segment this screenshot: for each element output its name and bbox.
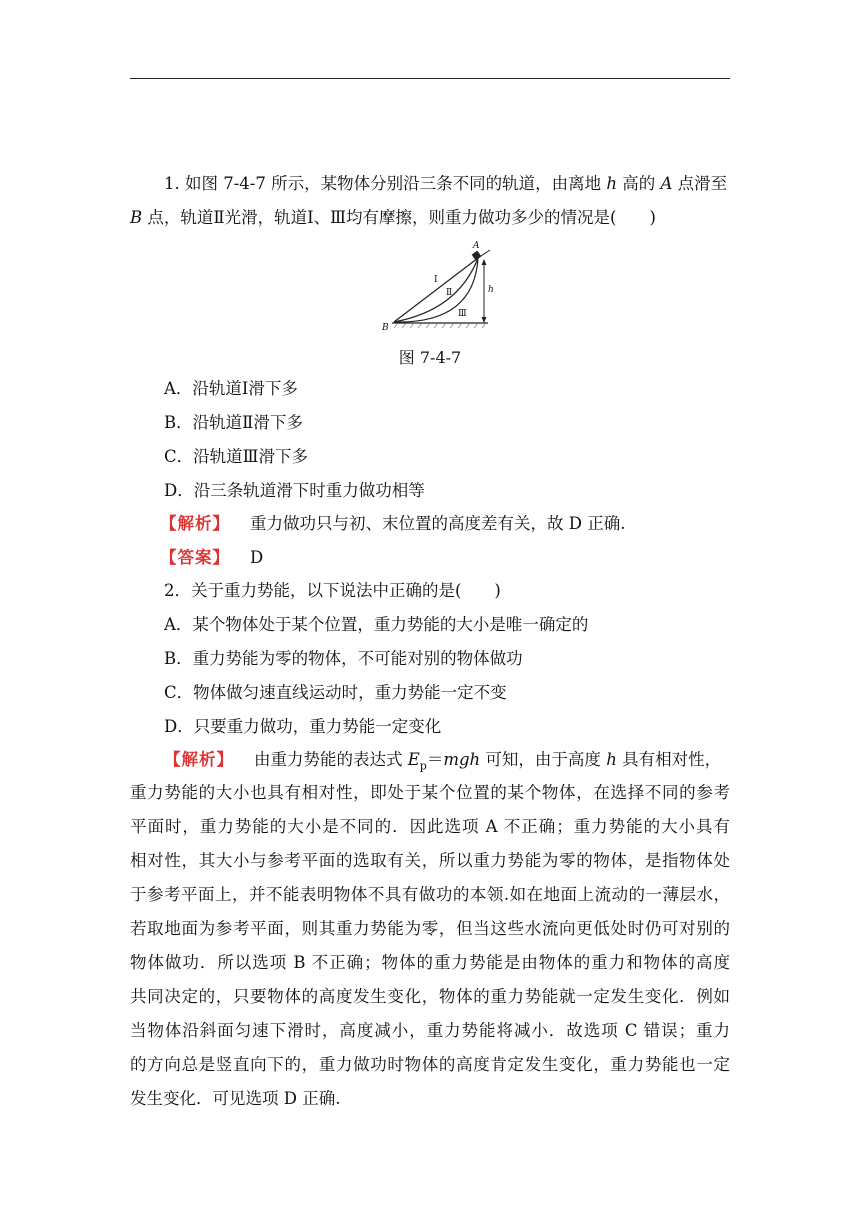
q1-answer: 【答案】 D — [160, 548, 264, 567]
header-rule — [130, 78, 730, 79]
q2-analysis-line: 若取地面为参考平面，则其重力势能为零，但当这些水流向更低处时仍可对别的 — [130, 919, 730, 938]
q2-analysis-line: 发生变化．可见选项 D 正确. — [130, 1089, 341, 1108]
q2-option-a: A．某个物体处于某个位置，重力势能的大小是唯一确定的 — [164, 615, 589, 634]
q2-option-b: B．重力势能为零的物体，不可能对别的物体做功 — [164, 649, 523, 668]
q1-option-a: A．沿轨道Ⅰ滑下多 — [164, 379, 298, 398]
q2-analysis-line: 相对性，其大小与参考平面的选取有关，所以重力势能为零的物体，是指物体处 — [130, 851, 730, 870]
q2-analysis-line1: 【解析】 由重力势能的表达式 $E_p=mgh$ 可知，由于高度 h 具有相对性， — [164, 750, 722, 773]
q2-analysis-line: 的方向总是竖直向下的，重力做功时物体的高度肯定发生变化，重力势能也一定 — [130, 1055, 730, 1074]
label-h: h — [488, 285, 494, 295]
label-I: Ⅰ — [434, 275, 438, 285]
label-III: Ⅲ — [458, 309, 467, 319]
q2-analysis-line: 平面时，重力势能的大小是不同的．因此选项 A 不正确；重力势能的大小具有 — [130, 817, 730, 836]
label-B: B — [382, 323, 389, 332]
analysis-tag-2: 【解析】 — [164, 750, 234, 769]
q2-option-c: C．物体做匀速直线运动时，重力势能一定不变 — [164, 683, 507, 702]
q2-analysis-line: 共同决定的，只要物体的高度发生变化，物体的重力势能就一定发生变化．例如 — [130, 987, 730, 1006]
q2-analysis-line: 于参考平面上，并不能表明物体不具有做功的本领.如在地面上流动的一薄层水， — [130, 885, 730, 904]
q2-analysis-line: 当物体沿斜面匀速下滑时，高度减小，重力势能将减小．故选项 C 错误；重力 — [130, 1021, 730, 1040]
figure-caption: 图 7-4-7 — [398, 348, 462, 367]
q2-option-d: D．只要重力做功，重力势能一定变化 — [164, 717, 442, 736]
label-II: Ⅱ — [446, 288, 453, 298]
q1-stem-line1: 1. 如图 7-4-7 所示，某物体分别沿三条不同的轨道，由离地 h 高的 A 点滑至 — [164, 174, 728, 193]
q2-analysis-line: 重力势能的大小也具有相对性，即处于某个位置的某个物体，在选择不同的参考 — [130, 783, 730, 802]
q1-stem-line2: B 点，轨道Ⅱ光滑，轨道Ⅰ、Ⅲ均有摩擦，则重力做功多少的情况是( ) — [130, 208, 656, 227]
q1-option-c: C．沿轨道Ⅲ滑下多 — [164, 447, 309, 466]
q1-analysis: 【解析】 重力做功只与初、末位置的高度差有关，故 D 正确. — [160, 514, 626, 533]
answer-tag: 【答案】 — [160, 548, 230, 567]
q2-analysis-line: 物体做功．所以选项 B 不正确；物体的重力势能是由物体的重力和物体的高度 — [130, 953, 730, 972]
block — [472, 251, 482, 261]
q2-stem: 2．关于重力势能，以下说法中正确的是( ) — [164, 581, 501, 600]
track-figure — [378, 240, 498, 332]
label-A: A — [473, 241, 480, 251]
q1-option-d: D．沿三条轨道滑下时重力做功相等 — [164, 481, 425, 500]
analysis-tag: 【解析】 — [160, 514, 230, 533]
q1-option-b: B．沿轨道Ⅱ滑下多 — [164, 413, 303, 432]
